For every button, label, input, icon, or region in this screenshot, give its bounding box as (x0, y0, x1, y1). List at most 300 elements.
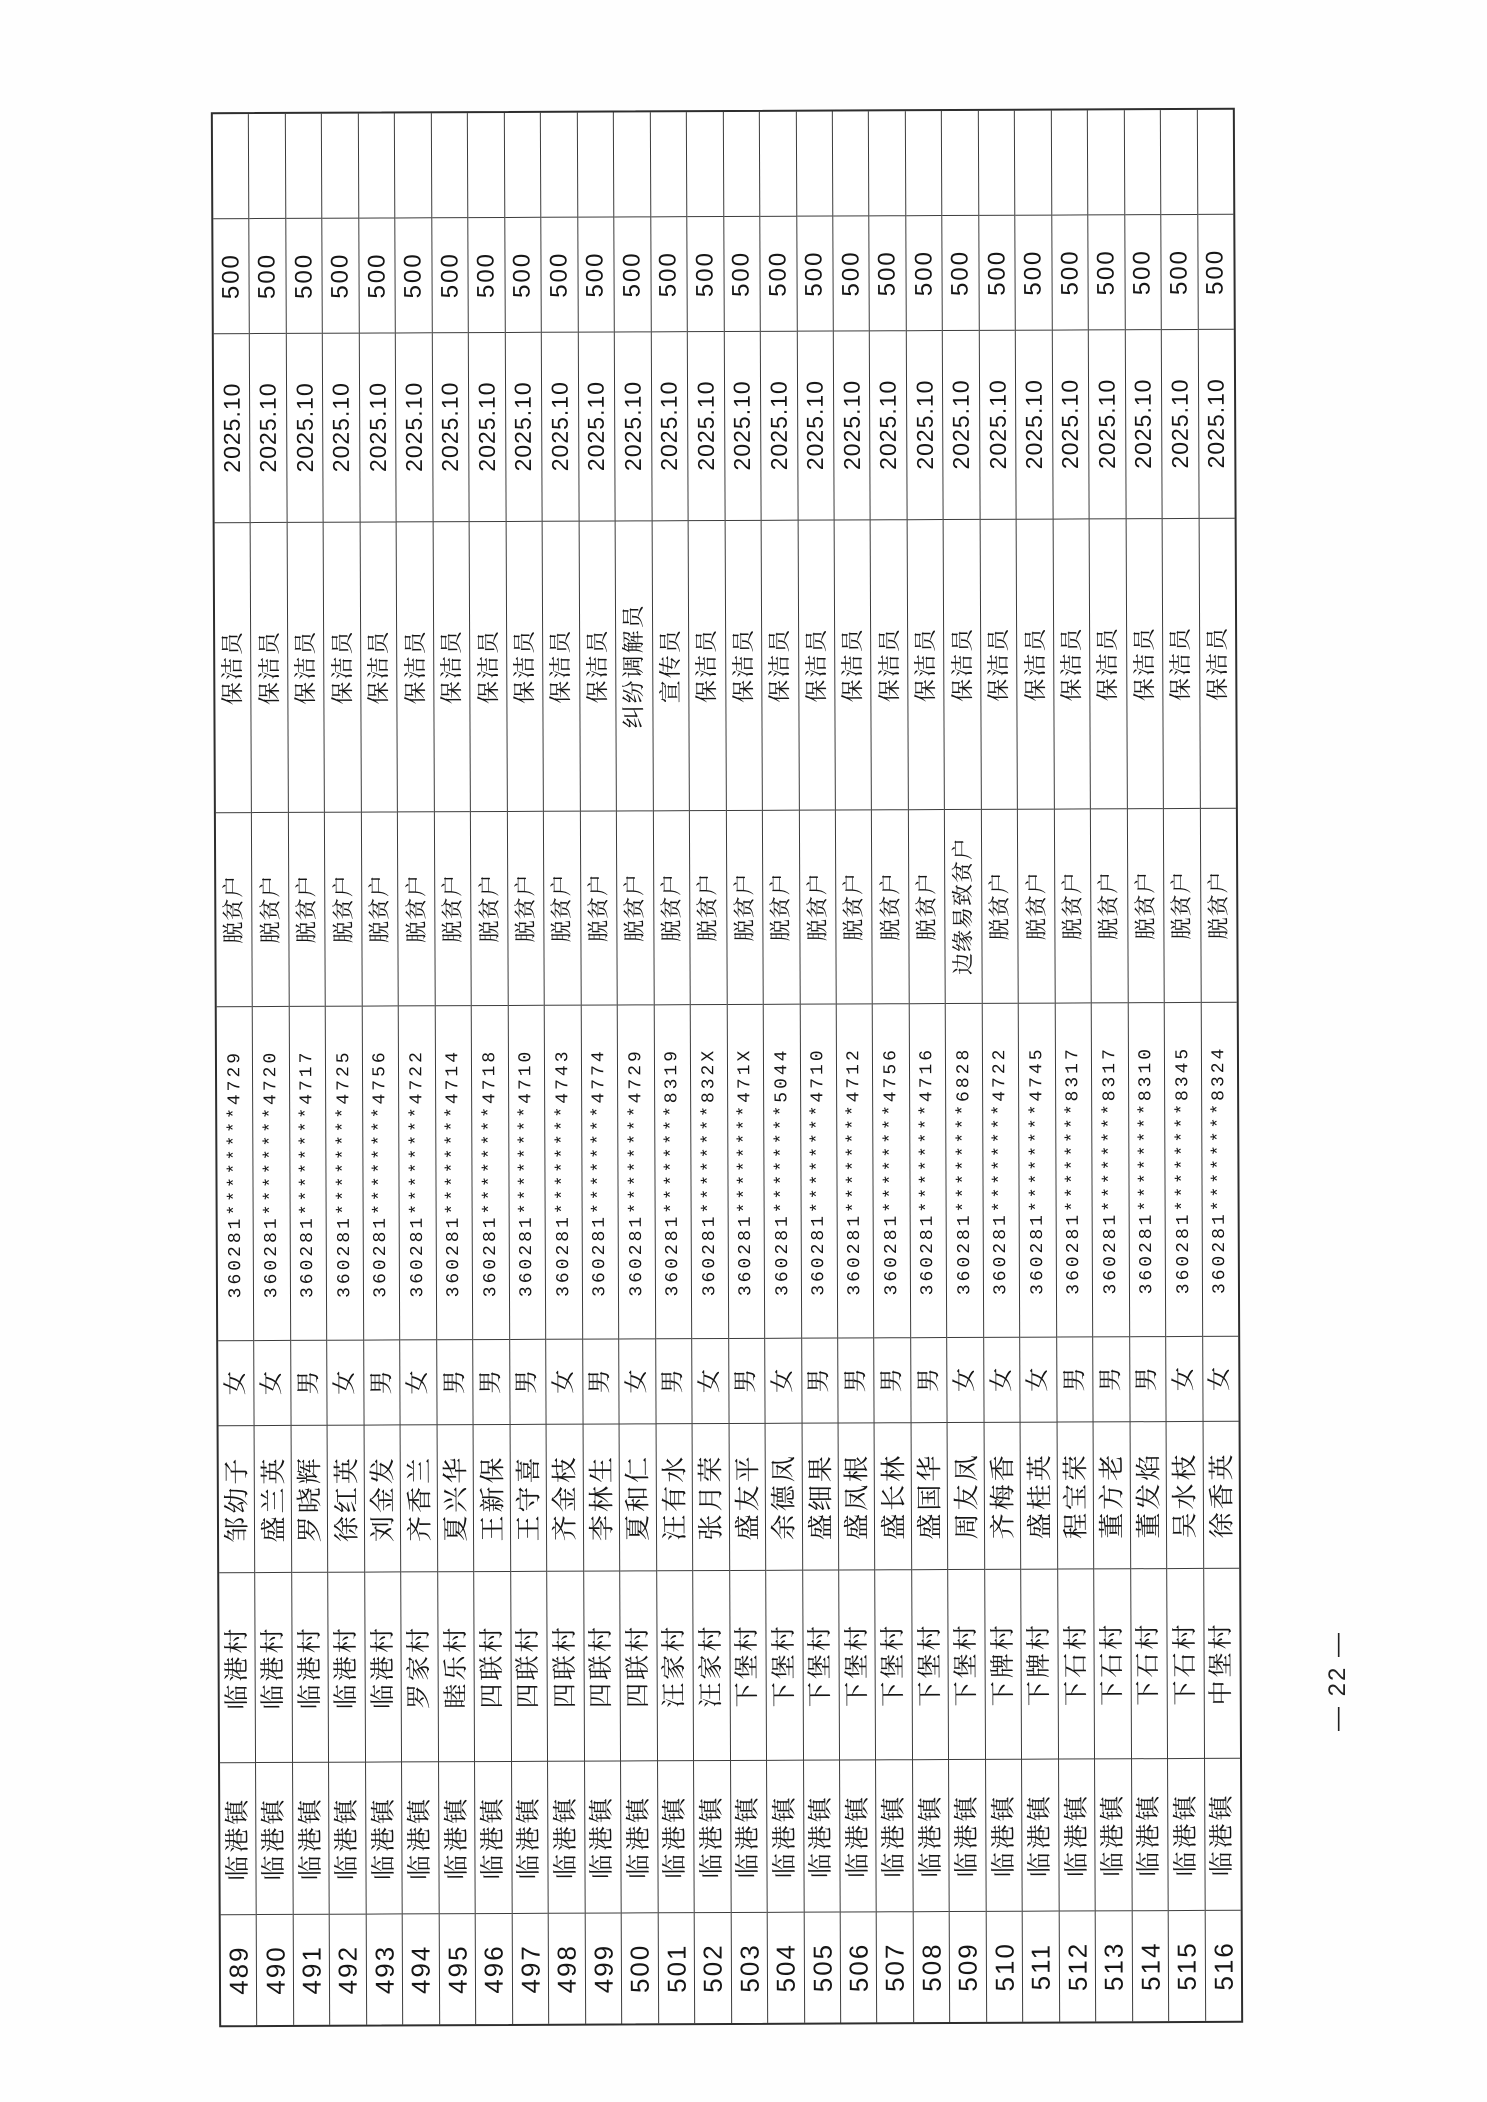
cell-serial-text: 496 (478, 1944, 510, 1994)
cell-month (214, 334, 250, 524)
cell-town-text: 临港镇 (223, 1796, 252, 1881)
cell-name-text: 徐红英 (330, 1455, 362, 1543)
cell-amount (213, 219, 249, 334)
cell-role (725, 521, 762, 811)
cell-role-text: 保洁员 (219, 629, 246, 706)
cell-role-text: 保洁员 (729, 627, 757, 703)
cell-month (1126, 330, 1162, 520)
cell-category-text: 脱贫户 (1059, 871, 1085, 941)
cell-town (1022, 1759, 1058, 1912)
cell-name (474, 1425, 510, 1572)
cell-amount (542, 217, 578, 332)
cell-amount-text: 500 (983, 249, 1011, 296)
cell-amount (1198, 215, 1234, 330)
cell-role-text: 宣传员 (656, 628, 684, 704)
cell-role-text: 保洁员 (474, 628, 501, 704)
cell-role (215, 523, 252, 813)
cell-village (876, 1570, 912, 1760)
cell-remark (1015, 111, 1051, 216)
cell-village (912, 1570, 948, 1760)
cell-village (329, 1573, 365, 1763)
cell-id-masked (1128, 1003, 1165, 1337)
cell-gender (510, 1340, 546, 1425)
cell-month (870, 331, 906, 521)
cell-serial (585, 1914, 621, 2024)
cell-gender (1057, 1338, 1093, 1423)
cell-village (584, 1571, 620, 1761)
cell-amount (505, 218, 541, 333)
cell-id-masked (800, 1005, 837, 1339)
cell-village (1058, 1569, 1094, 1759)
cell-gender (765, 1339, 801, 1424)
cell-id-masked-text: 360281********4722 (990, 1046, 1012, 1295)
cell-gender-text: 男 (477, 1370, 505, 1395)
cell-serial (731, 1913, 767, 2023)
cell-name (802, 1424, 838, 1571)
cell-role-text: 保洁员 (875, 627, 903, 703)
cell-category-text: 脱贫户 (658, 873, 684, 943)
cell-category-text: 脱贫户 (549, 873, 575, 943)
cell-month-text: 2025.10 (984, 379, 1011, 470)
cell-id-masked-text: 360281********4729 (625, 1047, 647, 1297)
cell-id-masked-text: 360281********4718 (479, 1048, 502, 1298)
cell-village (1167, 1569, 1203, 1759)
cell-name-text: 汪有水 (659, 1453, 690, 1541)
cell-serial (877, 1912, 913, 2022)
cell-serial (914, 1912, 950, 2022)
cell-id-masked-text: 360281********8324 (1209, 1045, 1231, 1294)
cell-id-masked (581, 1006, 618, 1340)
cell-role (251, 523, 288, 813)
cell-village (474, 1572, 510, 1762)
cell-amount (687, 217, 723, 332)
cell-id-masked-text: 360281********6828 (954, 1046, 976, 1296)
cell-role-text: 保洁员 (766, 627, 793, 703)
cell-amount (979, 216, 1015, 331)
cell-category (544, 811, 580, 1006)
cell-category (471, 812, 507, 1007)
cell-name-text: 徐香英 (1206, 1451, 1237, 1539)
cell-serial-text: 509 (952, 1942, 984, 1992)
cell-serial-text: 510 (989, 1942, 1020, 1992)
cell-village (730, 1571, 766, 1761)
cell-category (763, 810, 799, 1005)
cell-role (689, 521, 726, 811)
cell-serial-text: 499 (588, 1943, 619, 1994)
cell-name (1094, 1423, 1130, 1570)
cell-town (876, 1760, 912, 1913)
cell-town (366, 1762, 402, 1915)
cell-gender-text: 女 (258, 1371, 286, 1396)
cell-amount-text: 500 (800, 250, 828, 297)
cell-id-masked (545, 1006, 582, 1340)
cell-amount-text: 500 (1055, 249, 1084, 296)
cell-gender (583, 1340, 619, 1425)
cell-remark (650, 112, 686, 217)
cell-name (875, 1423, 911, 1570)
cell-role-text: 保洁员 (365, 629, 392, 705)
cell-amount-text: 500 (837, 250, 865, 297)
cell-id-masked-text: 360281********4722 (406, 1048, 429, 1298)
cell-village (511, 1572, 547, 1762)
cell-town-text: 临港镇 (588, 1794, 617, 1880)
cell-role-text: 保洁员 (802, 627, 830, 703)
cell-role (1126, 519, 1163, 809)
cell-amount (1161, 215, 1197, 330)
cell-village-text: 下堡村 (733, 1623, 762, 1708)
cell-gender (328, 1341, 364, 1426)
cell-category-text: 边缘易致贫户 (950, 837, 976, 976)
cell-month (1016, 330, 1052, 520)
cell-category-text: 脱贫户 (585, 873, 611, 943)
cell-gender (1130, 1338, 1166, 1423)
cell-serial (367, 1915, 403, 2025)
cell-town (293, 1762, 329, 1915)
cell-gender-text: 女 (550, 1370, 578, 1395)
cell-id-masked (873, 1004, 910, 1338)
cell-remark (286, 114, 322, 219)
cell-role-text: 保洁员 (985, 626, 1012, 702)
cell-role-text: 保洁员 (328, 629, 356, 705)
cell-village (365, 1572, 401, 1762)
cell-id-masked (946, 1004, 983, 1338)
cell-category (216, 813, 252, 1008)
cell-name (547, 1425, 583, 1572)
cell-amount (1089, 215, 1125, 330)
cell-category-text: 脱贫户 (439, 873, 466, 944)
cell-amount-text: 500 (1201, 248, 1230, 295)
cell-role (944, 520, 981, 810)
cell-amount (432, 218, 468, 333)
cell-name (1167, 1422, 1203, 1569)
cell-town-text: 临港镇 (843, 1793, 872, 1878)
cell-town-text: 临港镇 (1025, 1792, 1055, 1878)
cell-id-masked (363, 1007, 400, 1341)
cell-serial-text: 511 (1025, 1942, 1057, 1991)
cell-name-text: 盛兰英 (257, 1455, 289, 1543)
cell-category (617, 811, 653, 1006)
cell-town (1132, 1759, 1168, 1912)
cell-serial-text: 491 (296, 1945, 327, 1995)
cell-amount-text: 500 (290, 252, 318, 299)
cell-category (1128, 809, 1164, 1004)
cell-amount (469, 218, 505, 333)
cell-gender-text: 男 (914, 1368, 943, 1393)
cell-town-text: 临港镇 (989, 1793, 1018, 1878)
cell-category (252, 812, 288, 1007)
cell-month (688, 332, 724, 522)
cell-remark (541, 113, 577, 218)
cell-village-text: 临港村 (295, 1625, 324, 1710)
cell-amount (323, 218, 359, 333)
cell-gender-text: 女 (1170, 1367, 1198, 1392)
cell-remark (942, 111, 978, 216)
cell-role-text: 保洁员 (547, 628, 574, 704)
cell-village (219, 1573, 255, 1763)
cell-remark (906, 111, 942, 216)
cell-gender-text: 男 (1133, 1367, 1161, 1392)
cell-remark (1052, 110, 1088, 215)
cell-month-text: 2025.10 (437, 381, 464, 473)
cell-serial (403, 1915, 439, 2025)
cell-name (364, 1426, 400, 1573)
cell-town (840, 1760, 876, 1913)
cell-category-text: 脱贫户 (622, 873, 648, 943)
cell-village-text: 四联村 (550, 1623, 580, 1709)
cell-month-text: 2025.10 (473, 381, 500, 473)
cell-town-text: 临港镇 (733, 1794, 763, 1879)
cell-name-text: 罗晓辉 (294, 1455, 325, 1543)
cell-town (1205, 1758, 1241, 1911)
cell-amount-text: 500 (326, 252, 354, 299)
cell-gender-text: 女 (623, 1369, 651, 1394)
cell-town (1095, 1759, 1131, 1912)
cell-amount (614, 217, 650, 332)
cell-role (433, 522, 470, 812)
cell-town (949, 1759, 985, 1912)
cell-serial (841, 1913, 877, 2023)
cell-village (620, 1571, 656, 1761)
cell-month (797, 331, 833, 521)
cell-month-text: 2025.10 (801, 380, 829, 471)
cell-month (506, 332, 542, 522)
cell-town-text: 临港镇 (879, 1793, 909, 1878)
cell-gender-text: 女 (331, 1370, 359, 1396)
cell-role-text: 保洁员 (1094, 626, 1121, 702)
cell-village-text: 下石村 (1097, 1621, 1127, 1706)
cell-town-text: 临港镇 (806, 1793, 836, 1879)
cell-serial-text: 516 (1208, 1941, 1239, 1991)
cell-amount (1052, 215, 1088, 330)
cell-village-text: 睦乐村 (441, 1624, 470, 1709)
cell-serial-text: 504 (770, 1943, 801, 1993)
cell-village-text: 四联村 (587, 1623, 616, 1708)
cell-month-text: 2025.10 (874, 380, 902, 471)
cell-town (1059, 1759, 1095, 1912)
cell-month (360, 333, 396, 523)
cell-name (510, 1425, 546, 1572)
cell-role (1163, 519, 1200, 809)
cell-serial (476, 1914, 512, 2024)
cell-name (911, 1423, 947, 1570)
cell-village (438, 1572, 474, 1762)
cell-name-text: 董发焰 (1133, 1451, 1164, 1539)
cell-amount-text: 500 (764, 250, 792, 297)
cell-gender (875, 1339, 911, 1424)
cell-serial-text: 489 (223, 1945, 254, 1996)
cell-village-text: 四联村 (623, 1623, 653, 1708)
cell-amount-text: 500 (1128, 248, 1157, 295)
cell-gender (619, 1340, 655, 1425)
cell-serial (440, 1914, 476, 2024)
cell-id-masked (727, 1005, 764, 1339)
subsidy-roster-table (211, 108, 1243, 2027)
cell-serial-text: 500 (624, 1943, 655, 1994)
cell-id-masked (399, 1006, 436, 1340)
cell-id-masked-text: 360281********4710 (808, 1047, 830, 1296)
cell-town-text: 临港镇 (551, 1795, 581, 1880)
cell-category-text: 脱贫户 (694, 872, 721, 942)
cell-month-text: 2025.10 (947, 379, 975, 470)
cell-amount (797, 216, 833, 331)
cell-town-text: 临港镇 (697, 1794, 726, 1879)
cell-month-text: 2025.10 (692, 380, 719, 472)
cell-id-masked (983, 1004, 1020, 1338)
cell-serial (1023, 1912, 1059, 2022)
cell-month-text: 2025.10 (1166, 378, 1193, 469)
cell-id-masked (508, 1006, 545, 1340)
cell-town (658, 1761, 694, 1914)
cell-gender-text: 女 (404, 1370, 432, 1395)
cell-role (908, 520, 945, 810)
cell-serial-text: 513 (1098, 1941, 1130, 1992)
cell-remark (578, 112, 614, 217)
cell-remark (468, 113, 504, 218)
cell-gender-text: 女 (222, 1371, 250, 1396)
cell-role (288, 523, 325, 813)
cell-village-text: 临港村 (332, 1624, 361, 1709)
cell-amount-text: 500 (399, 251, 427, 299)
cell-serial (1205, 1911, 1241, 2021)
cell-month-text: 2025.10 (582, 381, 610, 472)
cell-role-text: 纠纷调解员 (620, 603, 647, 729)
cell-gender-text: 男 (805, 1368, 833, 1394)
cell-role (543, 522, 580, 812)
cell-id-masked-text: 360281********4720 (261, 1049, 283, 1299)
cell-category-text: 脱贫户 (1096, 871, 1122, 941)
cell-category-text: 脱贫户 (403, 874, 429, 944)
cell-village-text: 四联村 (477, 1624, 507, 1709)
cell-amount-text: 500 (253, 252, 281, 299)
cell-month-text: 2025.10 (509, 381, 537, 472)
cell-serial-text: 501 (661, 1943, 692, 1994)
cell-gender-text: 男 (367, 1370, 396, 1395)
cell-town (256, 1762, 292, 1915)
cell-month-text: 2025.10 (1202, 378, 1230, 469)
cell-month (1198, 329, 1234, 519)
cell-remark (760, 112, 796, 217)
cell-village-text: 中堡村 (1207, 1621, 1236, 1706)
cell-month (761, 331, 797, 521)
cell-role-text: 保洁员 (1131, 625, 1158, 702)
cell-name-text: 周友凤 (950, 1452, 982, 1540)
cell-role (579, 522, 616, 812)
cell-amount (250, 219, 286, 334)
cell-serial-text: 494 (405, 1944, 437, 1995)
cell-role-text: 保洁员 (255, 629, 283, 705)
cell-remark (614, 112, 650, 217)
cell-role-text: 保洁员 (438, 628, 465, 705)
cell-name-text: 吴水枝 (1169, 1451, 1200, 1539)
cell-amount-text: 500 (508, 251, 537, 298)
page-number (1308, 1598, 1368, 1763)
cell-category-text: 脱贫户 (293, 874, 320, 944)
cell-role-text: 保洁员 (1203, 625, 1231, 701)
cell-serial (1096, 1911, 1132, 2021)
cell-amount (833, 216, 869, 331)
cell-serial-text: 506 (843, 1942, 874, 1993)
cell-category (945, 809, 981, 1004)
cell-gender-text: 男 (659, 1369, 687, 1394)
cell-category-text: 脱贫户 (1023, 871, 1049, 941)
cell-month-text: 2025.10 (218, 382, 245, 474)
cell-role (506, 522, 543, 812)
cell-village-text: 下牌村 (988, 1621, 1017, 1707)
cell-id-masked (654, 1005, 691, 1339)
cell-month-text: 2025.10 (400, 382, 427, 473)
cell-gender-text: 女 (769, 1369, 797, 1394)
cell-village-text: 临港村 (259, 1625, 288, 1710)
cell-gender-text: 男 (1097, 1367, 1125, 1392)
cell-remark (1088, 110, 1124, 215)
record-strip (1197, 110, 1241, 2021)
cell-category-text: 脱贫户 (1205, 870, 1231, 940)
cell-role (397, 522, 434, 812)
cell-id-masked (764, 1005, 801, 1339)
cell-amount (286, 219, 322, 334)
cell-serial-text: 508 (916, 1942, 947, 1993)
cell-gender (656, 1340, 692, 1425)
cell-serial (1059, 1912, 1095, 2022)
cell-serial (549, 1914, 585, 2024)
cell-remark (833, 111, 869, 216)
cell-id-masked-text: 360281********4717 (297, 1049, 319, 1298)
cell-month (433, 333, 469, 523)
cell-category (581, 811, 617, 1006)
cell-id-masked-text: 360281********4745 (1026, 1046, 1049, 1295)
cell-serial (1132, 1911, 1168, 2021)
cell-town (329, 1762, 365, 1915)
cell-month (1053, 330, 1089, 520)
cell-serial-text: 492 (332, 1945, 364, 1995)
cell-town-text: 临港镇 (770, 1794, 799, 1879)
cell-role (1017, 520, 1054, 810)
cell-serial-text: 507 (880, 1942, 911, 1993)
cell-id-masked-text: 360281********4729 (224, 1049, 246, 1299)
cell-amount (760, 216, 796, 331)
cell-town (767, 1760, 803, 1913)
cell-gender (473, 1340, 509, 1425)
cell-role (762, 521, 799, 811)
cell-serial-text: 495 (442, 1944, 473, 1995)
cell-gender (364, 1341, 400, 1426)
cell-id-masked-text: 360281********4774 (589, 1048, 611, 1297)
cell-amount-text: 500 (1165, 248, 1193, 295)
cell-name (693, 1424, 729, 1571)
cell-serial-text: 505 (807, 1942, 838, 1993)
cell-village (547, 1572, 583, 1762)
cell-serial (257, 1915, 293, 2025)
cell-name (291, 1426, 327, 1573)
cell-gender-text: 男 (440, 1370, 468, 1395)
cell-village-text: 下堡村 (952, 1622, 981, 1707)
cell-role (1199, 519, 1236, 809)
cell-name (401, 1426, 437, 1573)
cell-name (984, 1423, 1020, 1570)
cell-serial (622, 1914, 658, 2024)
cell-name-text: 齐梅香 (987, 1452, 1018, 1540)
cell-town-text: 临港镇 (332, 1796, 362, 1881)
cell-category-text: 脱贫户 (986, 871, 1013, 941)
cell-id-masked (326, 1007, 363, 1341)
cell-id-masked (618, 1005, 655, 1339)
cell-name-text: 王守喜 (513, 1454, 544, 1542)
cell-name (948, 1423, 984, 1570)
cell-amount (1125, 215, 1161, 330)
cell-amount-text: 500 (1092, 248, 1120, 296)
cell-category-text: 脱贫户 (1169, 870, 1195, 940)
cell-village-text: 临港村 (368, 1624, 397, 1709)
